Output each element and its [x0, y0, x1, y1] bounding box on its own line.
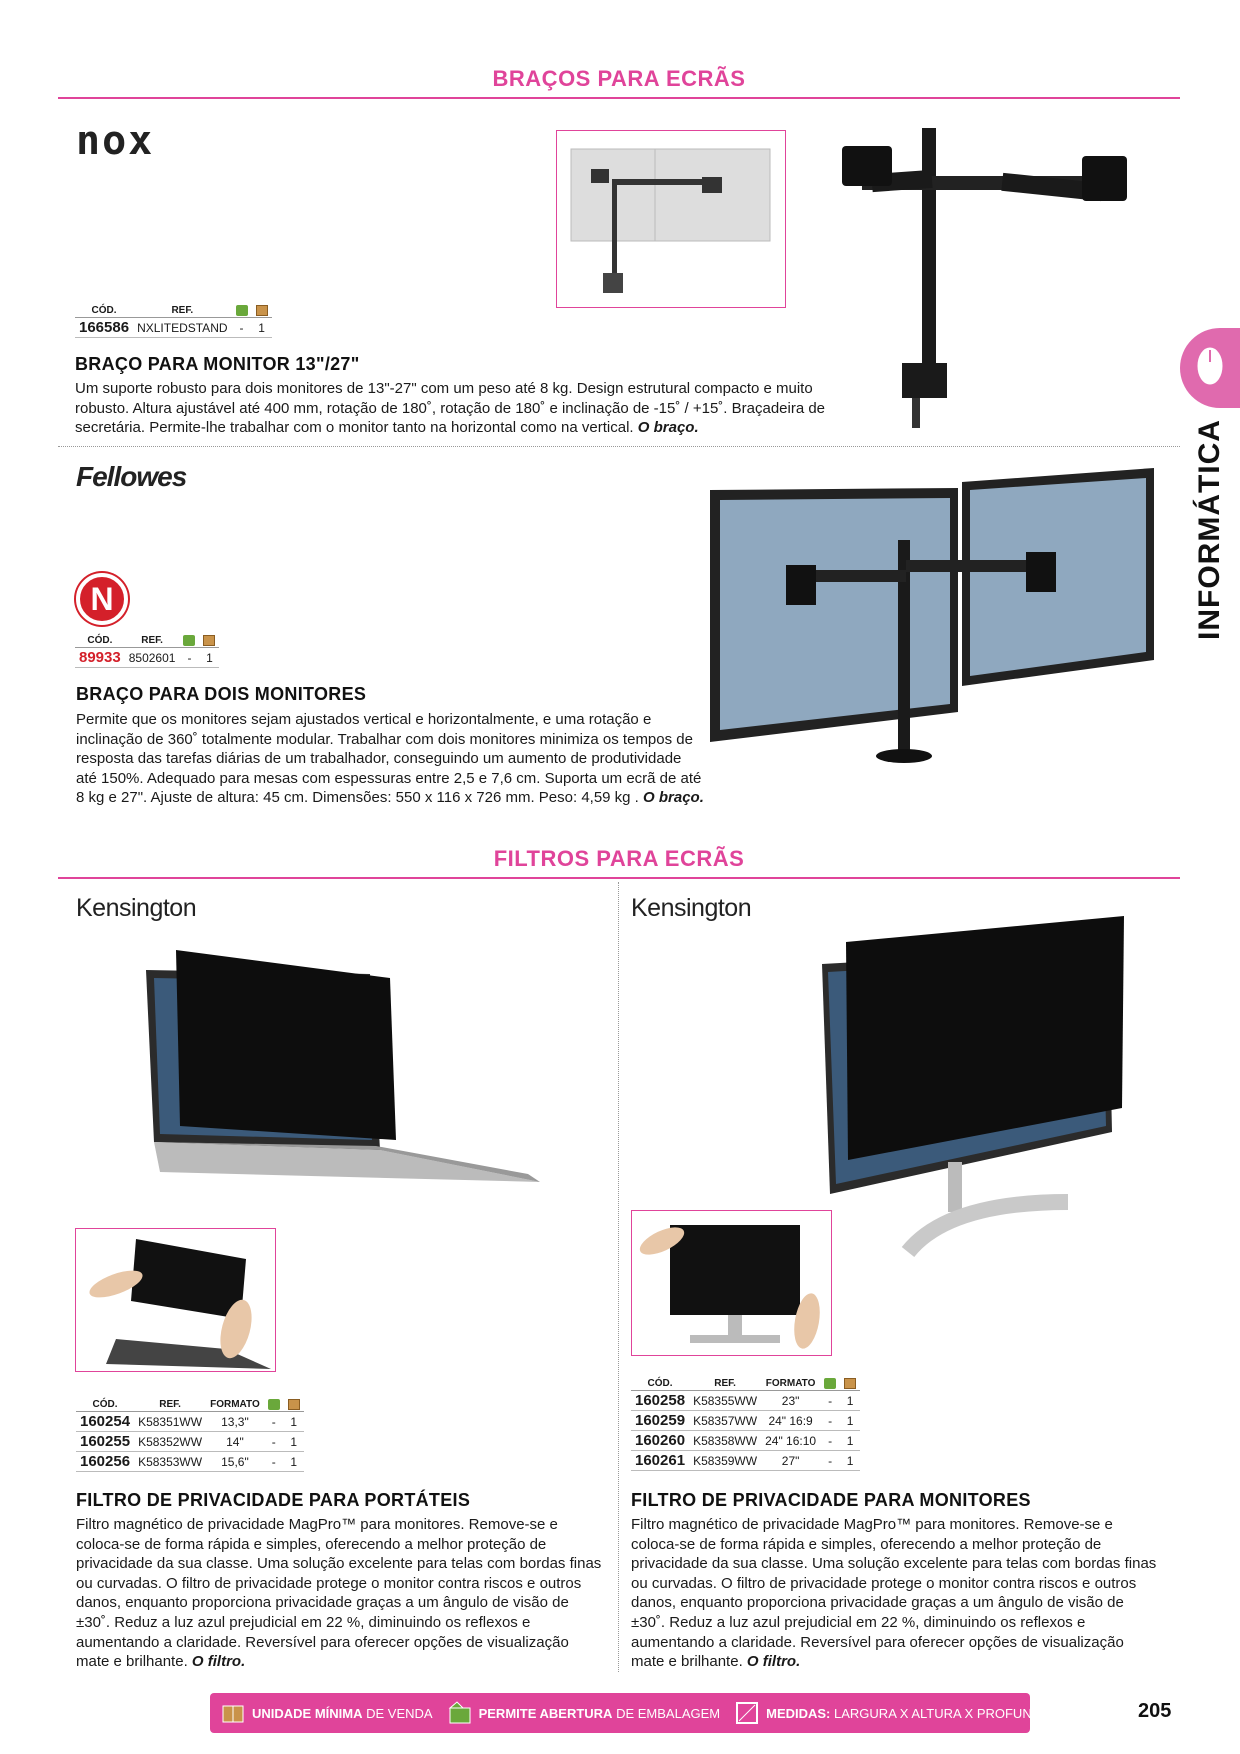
legend-dimensions — [734, 1700, 1081, 1726]
section-rule-filters — [58, 877, 1180, 879]
min-unit-box-icon — [844, 1378, 856, 1389]
product-format: 13,3" — [206, 1412, 264, 1432]
product-ref: K58357WW — [689, 1411, 761, 1431]
min-unit-box-icon — [203, 635, 215, 646]
product-table-laptop-filter — [76, 1398, 304, 1472]
col-header-cod: CÓD. — [75, 304, 133, 318]
product-code: 160260 — [631, 1431, 689, 1451]
category-label: INFORMÁTICA — [1193, 419, 1226, 640]
col-header-min-unit — [840, 1377, 860, 1391]
min-unit-value: 1 — [840, 1391, 860, 1411]
min-unit-value: 1 — [840, 1431, 860, 1451]
product-ref: 8502601 — [125, 648, 180, 668]
nox-arm-in-use-image — [557, 131, 786, 308]
table-row — [75, 318, 272, 338]
product-code: 160256 — [76, 1452, 134, 1472]
table-row — [76, 1412, 304, 1432]
open-package-icon — [236, 305, 248, 316]
min-unit-box-icon — [256, 305, 268, 316]
product-desc-text: Filtro magnético de privacidade MagPro™ para monitores. Remove-se e coloca-se de forma rápida e simples, oferecendo a melhor proteção de privacidade da sua classe. Uma solução excelente para telas com bordas finas ou curvadas. O filtro de privacidade protege o monitor contra riscos e outros danos, enquanto proporciona privacidade graças a um ângulo de visão de ±30˚. Reduz a luz azul prejudicial em 22 %, diminuindo os reflexos e aumentando a claridade. Reversível para oferecer opções de visualização mate e brilhante. — [631, 1516, 1157, 1671]
product-title-monitor-filter: FILTRO DE PRIVACIDADE PARA MONITORES — [631, 1490, 1031, 1510]
table-row — [631, 1411, 860, 1431]
product-ref: K58353WW — [134, 1452, 206, 1472]
legend-min-unit-bold: UNIDADE MÍNIMA — [252, 1705, 363, 1721]
product-title-nox: BRAÇO PARA MONITOR 13"/27" — [75, 354, 360, 374]
product-format: 24" 16:10 — [761, 1431, 820, 1451]
table-row — [75, 648, 219, 668]
product-table-monitor-filter — [631, 1377, 860, 1471]
category-side-tab[interactable] — [1180, 328, 1240, 408]
col-header-min-unit — [199, 634, 219, 648]
product-desc-laptop-filter — [76, 1515, 606, 1672]
col-header-formato: FORMATO — [761, 1377, 820, 1391]
product-ref: K58355WW — [689, 1391, 761, 1411]
legend-dimensions-bold: MEDIDAS: — [766, 1705, 831, 1721]
col-header-ref: REF. — [125, 634, 180, 648]
new-product-badge: N — [76, 573, 128, 625]
min-unit-value: 1 — [252, 318, 272, 338]
fellowes-arm-product-image — [706, 460, 1158, 770]
mouse-hand-icon — [1180, 328, 1240, 408]
col-header-cod: CÓD. — [631, 1377, 689, 1391]
product-code: 166586 — [75, 318, 133, 338]
product-table-nox — [75, 304, 272, 338]
product-desc-text: Um suporte robusto para dois monitores de 13"-27" com um peso até 8 kg. Design estrutural compacto e muito robusto. Altura ajustável até 400 mm, rotação de 180˚, rotação de 180˚ e inclinação de -15˚ / +15˚. Braçadeira de secretária. Permite-lhe trabalhar com o monitor tanto na horizontal como na vertical. — [75, 380, 826, 437]
col-header-ref: REF. — [689, 1377, 761, 1391]
legend-open-pack-rest: DE EMBALAGEM — [616, 1705, 721, 1721]
col-header-open-pack — [179, 634, 199, 648]
divider — [58, 446, 1180, 447]
product-format: 23" — [761, 1391, 820, 1411]
product-code: 160258 — [631, 1391, 689, 1411]
open-pack-value: - — [820, 1451, 840, 1471]
table-row — [631, 1431, 860, 1451]
product-ref: K58352WW — [134, 1432, 206, 1452]
product-ref: K58358WW — [689, 1431, 761, 1451]
col-header-open-pack — [232, 304, 252, 318]
product-title-fellowes: BRAÇO PARA DOIS MONITORES — [76, 684, 367, 704]
open-package-icon — [447, 1700, 473, 1726]
open-pack-value: - — [264, 1432, 284, 1452]
product-thumb-laptop-filter[interactable] — [75, 1228, 276, 1372]
product-code: 160259 — [631, 1411, 689, 1431]
col-header-open-pack — [264, 1398, 284, 1412]
brand-logo-kensington-monitor: Kensington — [631, 894, 752, 922]
product-ref: NXLITEDSTAND — [133, 318, 231, 338]
col-header-ref: REF. — [134, 1398, 206, 1412]
brand-logo-kensington-laptop: Kensington — [76, 894, 197, 922]
product-desc-fellowes — [76, 710, 706, 808]
table-row — [76, 1432, 304, 1452]
open-package-icon — [183, 635, 195, 646]
legend-min-unit — [220, 1700, 433, 1726]
min-unit-value: 1 — [840, 1411, 860, 1431]
footer-legend — [210, 1693, 1081, 1733]
open-pack-value: - — [820, 1431, 840, 1451]
product-format: 15,6" — [206, 1452, 264, 1472]
min-unit-value: 1 — [840, 1451, 860, 1471]
table-row — [76, 1452, 304, 1472]
dimensions-icon — [734, 1700, 760, 1726]
product-format: 27" — [761, 1451, 820, 1471]
section-title-filters: FILTROS PARA ECRÃS — [493, 846, 745, 871]
column-divider — [618, 882, 619, 1672]
legend-open-pack — [447, 1700, 721, 1726]
product-ref: K58359WW — [689, 1451, 761, 1471]
col-header-ref: REF. — [133, 304, 231, 318]
monitor-filter-in-use-image — [632, 1211, 832, 1356]
brand-logo-nox: nox — [76, 118, 155, 164]
nox-arm-product-image — [842, 128, 1142, 433]
col-header-formato: FORMATO — [206, 1398, 264, 1412]
col-header-cod: CÓD. — [75, 634, 125, 648]
open-pack-value: - — [264, 1452, 284, 1472]
open-pack-value: - — [820, 1391, 840, 1411]
min-unit-value: 1 — [284, 1452, 304, 1472]
product-desc-text: Filtro magnético de privacidade MagPro™ para monitores. Remove-se e coloca-se de forma rápida e simples, oferecendo a melhor proteção de privacidade da sua classe. Uma solução excelente para telas com bordas finas ou curvadas. O filtro de privacidade protege o monitor contra riscos e outros danos, enquanto proporciona privacidade graças a um ângulo de visão de ±30˚. Reduz a luz azul prejudicial em 22 %, diminuindo os reflexos e aumentando a claridade. Reversível para oferecer opções de visualização mate e brilhante. — [76, 1516, 602, 1671]
sales-unit: O braço. — [637, 419, 699, 437]
legend-open-pack-bold: PERMITE ABERTURA — [478, 1705, 613, 1721]
legend-min-unit-rest: DE VENDA — [366, 1705, 433, 1721]
product-table-fellowes — [75, 634, 219, 668]
laptop-filter-in-use-image — [76, 1229, 276, 1372]
product-code: 160261 — [631, 1451, 689, 1471]
min-unit-value: 1 — [284, 1412, 304, 1432]
col-header-open-pack — [820, 1377, 840, 1391]
col-header-cod: CÓD. — [76, 1398, 134, 1412]
sales-unit: O filtro. — [746, 1653, 801, 1671]
col-header-min-unit — [284, 1398, 304, 1412]
legend-dimensions-rest: LARGURA X ALTURA X PROFUNDIDADE — [834, 1705, 1081, 1721]
sales-unit: O braço. — [643, 789, 704, 807]
section-title-arms: BRAÇOS PARA ECRÃS — [492, 66, 746, 91]
section-rule-arms — [58, 97, 1180, 99]
open-package-icon — [824, 1378, 836, 1389]
product-title-laptop-filter: FILTRO DE PRIVACIDADE PARA PORTÁTEIS — [76, 1490, 471, 1510]
table-row — [631, 1391, 860, 1411]
product-code: 160255 — [76, 1432, 134, 1452]
min-unit-value: 1 — [199, 648, 219, 668]
product-desc-monitor-filter — [631, 1515, 1161, 1672]
product-desc-nox — [75, 379, 845, 438]
product-format: 14" — [206, 1432, 264, 1452]
min-unit-box-icon — [220, 1700, 246, 1726]
open-pack-value: - — [179, 648, 199, 668]
min-unit-box-icon — [288, 1399, 300, 1410]
product-code: 160254 — [76, 1412, 134, 1432]
table-row — [631, 1451, 860, 1471]
open-package-icon — [268, 1399, 280, 1410]
product-format: 24" 16:9 — [761, 1411, 820, 1431]
product-thumb-nox[interactable] — [556, 130, 786, 308]
product-thumb-monitor-filter[interactable] — [631, 1210, 832, 1356]
min-unit-value: 1 — [284, 1432, 304, 1452]
product-ref: K58351WW — [134, 1412, 206, 1432]
page-number: 205 — [1138, 1700, 1172, 1722]
product-code: 89933 — [75, 648, 125, 668]
monitor-filter-product-image — [818, 912, 1128, 1266]
col-header-min-unit — [252, 304, 272, 318]
open-pack-value: - — [820, 1411, 840, 1431]
sales-unit: O filtro. — [191, 1653, 246, 1671]
brand-logo-fellowes: Fellowes — [76, 461, 187, 492]
open-pack-value: - — [232, 318, 252, 338]
laptop-filter-product-image — [140, 950, 540, 1188]
product-desc-text: Permite que os monitores sejam ajustados vertical e horizontalmente, e uma rotação e inclinação de 360˚ totalmente modular. Trabalhar com dois monitores minimiza os tempos de resposta das tarefas diárias de um trabalhador, conseguindo um aumento de produtividade até 150%. Adequado para mesas com espessuras entre 2,5 e 7,6 cm. Suporta um ecrã de até 8 kg e 27". Ajuste de altura: 45 cm. Dimensões: 550 x 116 x 726 mm. Peso: 4,59 kg . — [76, 711, 702, 807]
open-pack-value: - — [264, 1412, 284, 1432]
